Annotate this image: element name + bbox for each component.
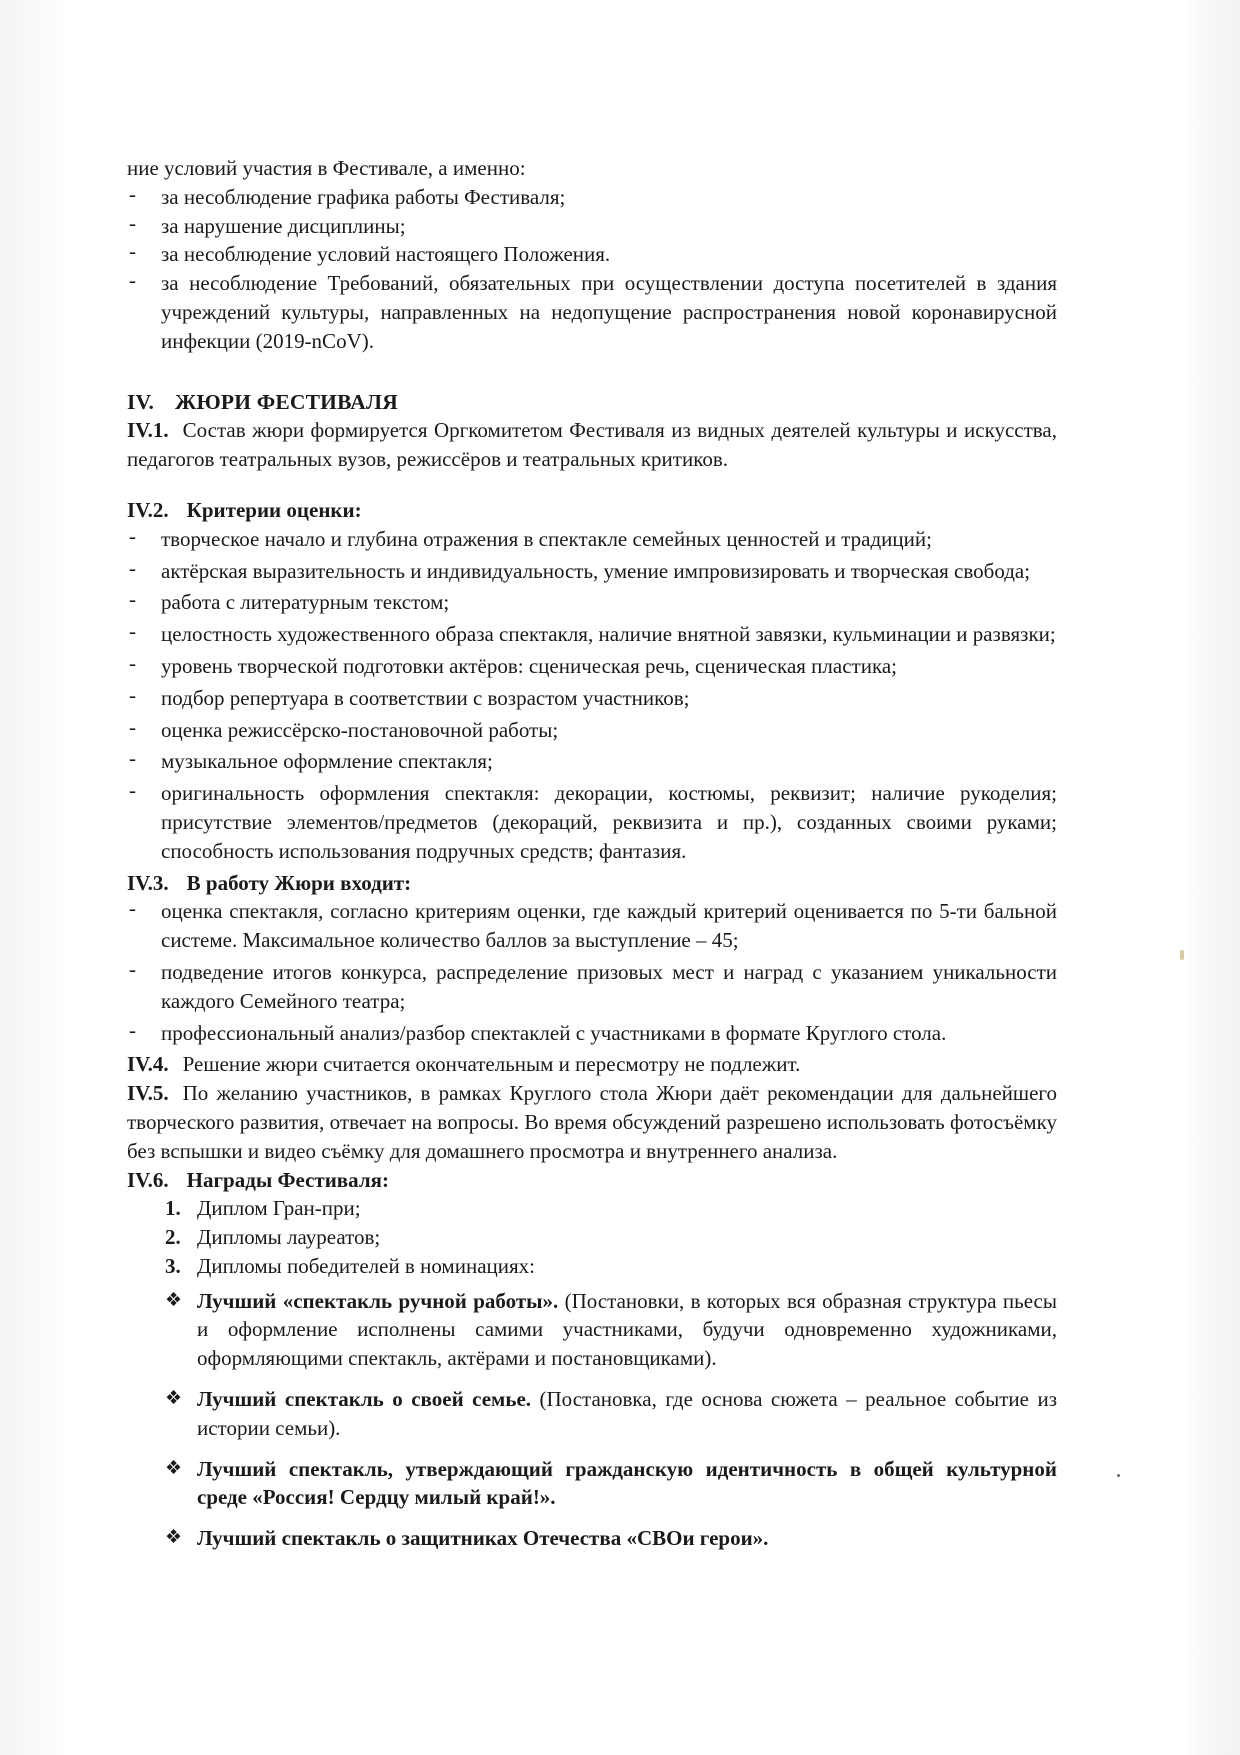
clause-number: IV.3. (127, 870, 169, 895)
list-item: - за несоблюдение Требований, обязательных при осуществлении доступа посетителей в здания учреждений культуры, направленных на недопущение распространения новой коронавирусной инфекции (2019-nCoV). (127, 269, 1057, 355)
clause-number: IV.2. (127, 497, 169, 522)
scan-artifact (1117, 1474, 1120, 1477)
nomination-description: (Постановки, в которых вся образная структура пьесы и оформление исполнены самими участниками, будучи одновременно художниками, оформляющими спектакль, актёрами и постановщиками). (197, 1288, 1057, 1371)
list-item (165, 1223, 1057, 1252)
nomination-title: Лучший спектакль, утверждающий гражданскую идентичность в общей культурной среде «Россия! Сердцу милый край!». (197, 1456, 1057, 1510)
nomination-title: Лучший спектакль о своей семье. (197, 1387, 532, 1412)
paragraph-iv-5 (127, 1079, 1057, 1165)
list-item (165, 1252, 1057, 1281)
section-number: IV. (127, 389, 155, 414)
nomination-item (165, 1385, 1057, 1443)
diamond-bullet-icon: ❖ (165, 1457, 183, 1479)
scan-artifact (1180, 950, 1184, 960)
nomination-description: (Постановка, где основа сюжета – реальное событие из истории семьи). (197, 1387, 1057, 1440)
list-item: - подведение итогов конкурса, распределение призовых мест и наград с указанием уникальности каждого Семейного театра; (127, 958, 1057, 1016)
clause-number: IV.5. (127, 1081, 169, 1106)
nomination-item (165, 1524, 1057, 1553)
list-item: - оригинальность оформления спектакля: декорации, костюмы, реквизит; наличие рукоделия; присутствие элементов/предметов (декораций, реквизита и пр.), созданных своими руками; способность использования подручных средств; фантазия. (127, 779, 1057, 865)
list-item: - оценка режиссёрско-постановочной работы; (127, 716, 1057, 745)
item-number: 1. (165, 1196, 181, 1221)
item-text: Дипломы лауреатов; (197, 1225, 381, 1250)
nomination-item (165, 1455, 1057, 1513)
clause-text: Состав жюри формируется Оргкомитетом Фестиваля из видных деятелей культуры и искусства, педагогов театральных вузов, режиссёров и театральных критиков. (127, 418, 1057, 472)
awards-heading (127, 1166, 1057, 1195)
violations-list (127, 183, 1057, 356)
list-item: - творческое начало и глубина отражения в спектакле семейных ценностей и традиций; (127, 525, 1057, 554)
item-text: Дипломы победителей в номинациях: (197, 1253, 535, 1278)
clause-number: IV.4. (127, 1052, 169, 1077)
paragraph-iv-1 (127, 416, 1057, 474)
clause-number: IV.1. (127, 418, 169, 443)
list-item: - актёрская выразительность и индивидуальность, умение импровизировать и творческая свобода; (127, 557, 1057, 586)
list-item: - музыкальное оформление спектакля; (127, 747, 1057, 776)
continuation-text: ние условий участия в Фестивале, а именно: (127, 156, 526, 180)
list-item (165, 1194, 1057, 1223)
section-title: ЖЮРИ ФЕСТИВАЛЯ (175, 389, 398, 414)
criteria-heading (127, 496, 1057, 525)
list-item: - работа с литературным текстом; (127, 588, 1057, 617)
list-item: - уровень творческой подготовки актёров: сценическая речь, сценическая пластика; (127, 652, 1057, 681)
paragraph-iv-4 (127, 1050, 1057, 1079)
clause-text: Решение жюри считается окончательным и пересмотру не подлежит. (182, 1052, 801, 1077)
nominations-list (127, 1287, 1057, 1553)
clause-text: По желанию участников, в рамках Круглого стола Жюри даёт рекомендации для дальнейшего творческого развития, отвечает на вопросы. Во время обсуждений разрешено использовать фотосъёмку без вспышки и видео съёмку для домашнего просмотра и внутреннего анализа. (127, 1081, 1057, 1163)
list-item: - за несоблюдение условий настоящего Положения. (127, 240, 1057, 269)
list-item: - за нарушение дисциплины; (127, 212, 1057, 241)
clause-number: IV.6. (127, 1167, 169, 1192)
nomination-title: Лучший «спектакль ручной работы». (197, 1288, 559, 1313)
clause-heading: Критерии оценки: (186, 497, 362, 522)
awards-numbered-list (127, 1194, 1057, 1280)
list-item: - подбор репертуара в соответствии с возрастом участников; (127, 684, 1057, 713)
diamond-bullet-icon: ❖ (165, 1289, 183, 1311)
list-item: - оценка спектакля, согласно критериям оценки, где каждый критерий оценивается по 5-ти бальной системе. Максимальное количество баллов за выступление – 45; (127, 897, 1057, 955)
nomination-title: Лучший спектакль о защитниках Отечества «СВОи герои». (197, 1526, 769, 1551)
list-item: - за несоблюдение графика работы Фестиваля; (127, 183, 1057, 212)
nomination-item (165, 1287, 1057, 1373)
clause-heading: В работу Жюри входит: (186, 870, 412, 895)
section-heading (127, 388, 1057, 417)
item-text: Диплом Гран-при; (197, 1196, 361, 1221)
list-item: - профессиональный анализ/разбор спектаклей с участниками в формате Круглого стола. (127, 1019, 1057, 1048)
jury-duties-list (127, 897, 1057, 1047)
item-number: 3. (165, 1253, 181, 1278)
list-item: - целостность художественного образа спектакля, наличие внятной завязки, кульминации и развязки; (127, 620, 1057, 649)
jury-duties-heading (127, 869, 1057, 898)
criteria-list (127, 525, 1057, 866)
diamond-bullet-icon: ❖ (165, 1527, 183, 1549)
clause-heading: Награды Фестиваля: (186, 1167, 389, 1192)
item-number: 2. (165, 1225, 181, 1250)
diamond-bullet-icon: ❖ (165, 1388, 183, 1410)
document-page (127, 154, 1057, 1565)
